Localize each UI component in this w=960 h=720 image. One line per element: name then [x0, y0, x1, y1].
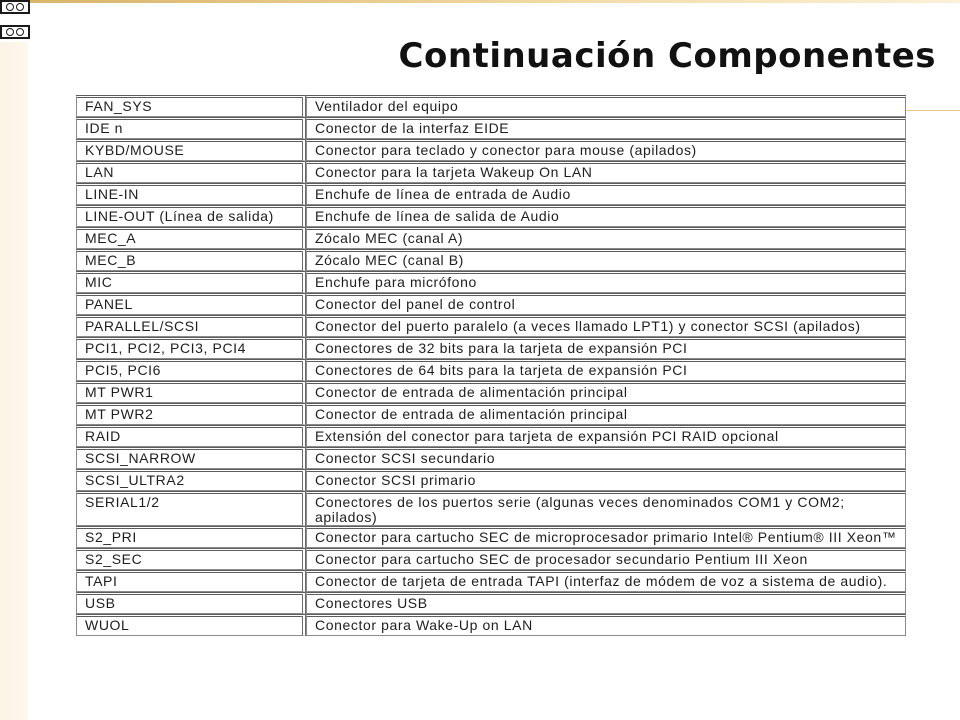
table-row: [76, 447, 906, 469]
component-description-cell: Conector para teclado y conector para mouse (apilados): [306, 139, 906, 161]
component-description-cell: Conector SCSI secundario: [306, 447, 906, 469]
component-description-cell: Conectores USB: [306, 592, 906, 614]
component-description-cell: Conector SCSI primario: [306, 469, 906, 491]
component-description-cell: Conector para Wake-Up on LAN: [306, 614, 906, 636]
table-row: [76, 570, 906, 592]
component-name-cell: KYBD/MOUSE: [76, 139, 306, 161]
component-name-cell: SCSI_ULTRA2: [76, 469, 306, 491]
table-row: [76, 526, 906, 548]
table-row: [76, 205, 906, 227]
component-description-cell: Conector de la interfaz EIDE: [306, 117, 906, 139]
table-row: [76, 469, 906, 491]
component-description-cell: Conectores de los puertos serie (algunas veces denominados COM1 y COM2; apilados): [306, 491, 906, 526]
component-name-cell: MIC: [76, 271, 306, 293]
table-row: [76, 95, 906, 117]
component-description-cell: Extensión del conector para tarjeta de expansión PCI RAID opcional: [306, 425, 906, 447]
table-row: [76, 315, 906, 337]
component-description-cell: Enchufe para micrófono: [306, 271, 906, 293]
components-table: [76, 95, 906, 636]
component-description-cell: Conector de tarjeta de entrada TAPI (interfaz de módem de voz a sistema de audio).: [306, 570, 906, 592]
component-description-cell: Enchufe de línea de salida de Audio: [306, 205, 906, 227]
table-row: [76, 249, 906, 271]
slide-decor-box-2: [0, 25, 30, 39]
ring-icon: [16, 28, 24, 36]
component-name-cell: WUOL: [76, 614, 306, 636]
component-description-cell: Ventilador del equipo: [306, 95, 906, 117]
table-row: [76, 293, 906, 315]
component-name-cell: PANEL: [76, 293, 306, 315]
component-name-cell: LAN: [76, 161, 306, 183]
left-decor-panel: [0, 42, 28, 720]
component-name-cell: PCI5, PCI6: [76, 359, 306, 381]
component-description-cell: Conector para cartucho SEC de procesador secundario Pentium III Xeon: [306, 548, 906, 570]
table-row: [76, 227, 906, 249]
component-name-cell: IDE n: [76, 117, 306, 139]
component-name-cell: MT PWR1: [76, 381, 306, 403]
ring-icon: [6, 3, 14, 11]
component-description-cell: Zócalo MEC (canal A): [306, 227, 906, 249]
table-row: [76, 592, 906, 614]
top-decor-line: [28, 0, 960, 3]
component-name-cell: S2_SEC: [76, 548, 306, 570]
table-row: [76, 425, 906, 447]
table-row: [76, 381, 906, 403]
component-description-cell: Conector de entrada de alimentación principal: [306, 403, 906, 425]
component-name-cell: USB: [76, 592, 306, 614]
table-row: [76, 614, 906, 636]
component-name-cell: MT PWR2: [76, 403, 306, 425]
table-row: [76, 183, 906, 205]
component-name-cell: TAPI: [76, 570, 306, 592]
slide-decor-box-1: [0, 0, 30, 14]
table-row: [76, 403, 906, 425]
component-name-cell: MEC_B: [76, 249, 306, 271]
components-table-image: [76, 95, 906, 720]
component-name-cell: MEC_A: [76, 227, 306, 249]
component-description-cell: Conector del panel de control: [306, 293, 906, 315]
table-row: [76, 337, 906, 359]
table-row: [76, 359, 906, 381]
component-name-cell: SCSI_NARROW: [76, 447, 306, 469]
component-name-cell: LINE-IN: [76, 183, 306, 205]
table-row: [76, 271, 906, 293]
component-description-cell: Enchufe de línea de entrada de Audio: [306, 183, 906, 205]
component-name-cell: LINE-OUT (Línea de salida): [76, 205, 306, 227]
component-description-cell: Conector para cartucho SEC de microprocesador primario Intel® Pentium® III Xeon™: [306, 526, 906, 548]
component-name-cell: PCI1, PCI2, PCI3, PCI4: [76, 337, 306, 359]
table-row: [76, 548, 906, 570]
component-description-cell: Conector para la tarjeta Wakeup On LAN: [306, 161, 906, 183]
ring-icon: [16, 3, 24, 11]
table-row: [76, 117, 906, 139]
component-description-cell: Conectores de 64 bits para la tarjeta de expansión PCI: [306, 359, 906, 381]
component-name-cell: S2_PRI: [76, 526, 306, 548]
component-description-cell: Conector del puerto paralelo (a veces llamado LPT1) y conector SCSI (apilados): [306, 315, 906, 337]
component-description-cell: Conector de entrada de alimentación principal: [306, 381, 906, 403]
table-row: [76, 491, 906, 526]
table-row: [76, 139, 906, 161]
component-name-cell: PARALLEL/SCSI: [76, 315, 306, 337]
component-name-cell: SERIAL1/2: [76, 491, 306, 526]
component-name-cell: RAID: [76, 425, 306, 447]
component-description-cell: Zócalo MEC (canal B): [306, 249, 906, 271]
table-row: [76, 161, 906, 183]
component-description-cell: Conectores de 32 bits para la tarjeta de expansión PCI: [306, 337, 906, 359]
component-name-cell: FAN_SYS: [76, 95, 306, 117]
ring-icon: [6, 28, 14, 36]
slide-title: Continuación Componentes: [398, 36, 936, 76]
